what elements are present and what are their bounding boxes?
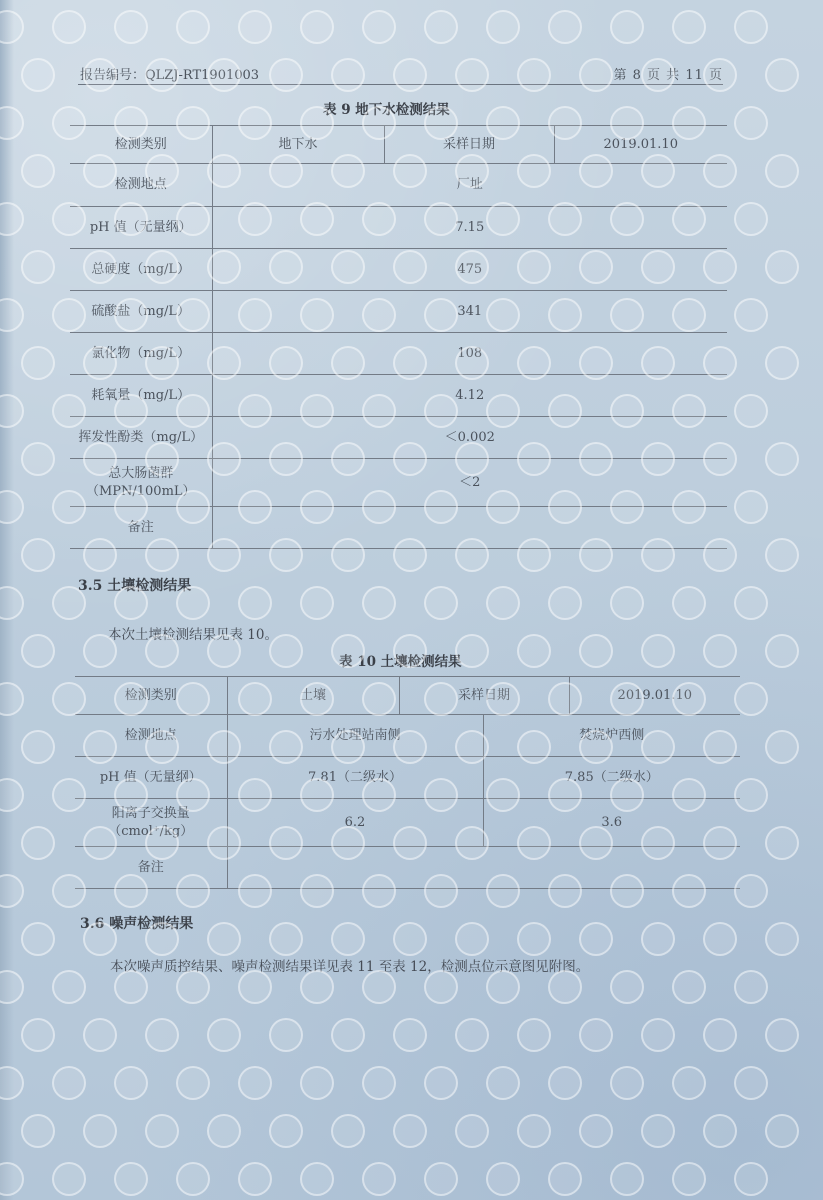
table9-groundwater-results: [70, 125, 727, 549]
watermark-seal-icon: [269, 922, 303, 956]
watermark-seal-icon: [765, 346, 799, 380]
watermark-seal-icon: [362, 586, 396, 620]
table-cell-label: 阳离子交换量 （cmol⁺/kg）: [75, 799, 227, 847]
watermark-seal-icon: [114, 1162, 148, 1196]
table-cell-value: 7.81（二级水）: [227, 757, 483, 799]
watermark-seal-icon: [641, 1114, 675, 1148]
watermark-seal-icon: [83, 1114, 117, 1148]
watermark-seal-icon: [21, 730, 55, 764]
watermark-seal-icon: [765, 1018, 799, 1052]
watermark-seal-icon: [672, 970, 706, 1004]
watermark-seal-icon: [517, 634, 551, 668]
table-cell-label: 检测类别: [70, 126, 212, 164]
watermark-seal-icon: [300, 970, 334, 1004]
watermark-seal-icon: [765, 634, 799, 668]
table-cell-label: 采样日期: [384, 126, 554, 164]
watermark-seal-icon: [176, 10, 210, 44]
watermark-seal-icon: [641, 922, 675, 956]
report-number: 报告编号：QLZJ-RT1901003: [80, 68, 260, 83]
watermark-seal-icon: [238, 970, 272, 1004]
watermark-seal-icon: [579, 1114, 613, 1148]
watermark-seal-icon: [52, 1162, 86, 1196]
table-cell-value: 污水处理站南侧: [227, 715, 483, 757]
table-row: [70, 207, 727, 249]
table-cell-label: 检测地点: [70, 164, 212, 207]
watermark-seal-icon: [765, 1114, 799, 1148]
watermark-seal-icon: [548, 586, 582, 620]
watermark-seal-icon: [52, 10, 86, 44]
watermark-seal-icon: [238, 586, 272, 620]
watermark-seal-icon: [486, 586, 520, 620]
watermark-seal-icon: [145, 1114, 179, 1148]
table-row: [70, 417, 727, 459]
table-cell-value: 3.6: [483, 799, 740, 847]
watermark-seal-icon: [734, 10, 768, 44]
watermark-seal-icon: [486, 1162, 520, 1196]
section-heading-noise: 3.6 噪声检测结果: [80, 916, 194, 932]
table-cell-value: 土壤: [227, 677, 399, 715]
watermark-seal-icon: [21, 826, 55, 860]
paragraph-noise: 本次噪声质控结果、噪声检测结果详见表 11 至表 12，检测点位示意图见附图。: [110, 959, 590, 975]
watermark-seal-icon: [52, 1066, 86, 1100]
watermark-seal-icon: [548, 970, 582, 1004]
table-row: [75, 715, 740, 757]
watermark-seal-icon: [486, 970, 520, 1004]
table9-title: 表 9 地下水检测结果: [323, 102, 450, 118]
table-cell-value: ＜2: [212, 459, 727, 507]
table-cell-value: 108: [212, 333, 727, 375]
watermark-seal-icon: [331, 1114, 365, 1148]
table-cell-label: 总硬度（mg/L）: [70, 249, 212, 291]
watermark-seal-icon: [610, 1162, 644, 1196]
watermark-seal-icon: [579, 922, 613, 956]
watermark-seal-icon: [486, 1066, 520, 1100]
watermark-seal-icon: [548, 1162, 582, 1196]
watermark-seal-icon: [83, 1018, 117, 1052]
paragraph-soil: 本次土壤检测结果见表 10。: [108, 627, 278, 643]
watermark-seal-icon: [734, 394, 768, 428]
watermark-seal-icon: [672, 586, 706, 620]
watermark-seal-icon: [734, 490, 768, 524]
watermark-seal-icon: [300, 586, 334, 620]
table-cell-value: 2019.01.10: [554, 126, 727, 164]
watermark-seal-icon: [207, 1114, 241, 1148]
table-row: [70, 459, 727, 507]
watermark-seal-icon: [734, 298, 768, 332]
watermark-seal-icon: [114, 10, 148, 44]
watermark-seal-icon: [517, 1114, 551, 1148]
watermark-seal-icon: [238, 1066, 272, 1100]
table-cell-label: 检测类别: [75, 677, 227, 715]
watermark-seal-icon: [672, 1066, 706, 1100]
watermark-seal-icon: [672, 10, 706, 44]
watermark-seal-icon: [548, 10, 582, 44]
watermark-seal-icon: [579, 634, 613, 668]
watermark-seal-icon: [734, 970, 768, 1004]
table-cell-value: 341: [212, 291, 727, 333]
watermark-seal-icon: [610, 970, 644, 1004]
watermark-seal-icon: [424, 970, 458, 1004]
watermark-seal-icon: [641, 1018, 675, 1052]
watermark-seal-icon: [765, 154, 799, 188]
table-row: [75, 677, 740, 715]
section-heading-soil: 3.5 土壤检测结果: [78, 578, 192, 594]
watermark-seal-icon: [455, 1114, 489, 1148]
table-row: [70, 164, 727, 207]
table-cell-value: 2019.01.10: [569, 677, 740, 715]
watermark-seal-icon: [393, 1114, 427, 1148]
table-cell-label: 检测地点: [75, 715, 227, 757]
watermark-seal-icon: [238, 10, 272, 44]
table-cell-label: 采样日期: [399, 677, 569, 715]
watermark-seal-icon: [424, 1162, 458, 1196]
watermark-seal-icon: [765, 826, 799, 860]
watermark-seal-icon: [21, 634, 55, 668]
watermark-seal-icon: [331, 1018, 365, 1052]
table-cell-value: 6.2: [227, 799, 483, 847]
watermark-seal-icon: [362, 1162, 396, 1196]
watermark-seal-icon: [517, 1018, 551, 1052]
watermark-seal-icon: [517, 922, 551, 956]
watermark-seal-icon: [393, 1018, 427, 1052]
table-cell-value: 厂址: [212, 164, 727, 207]
watermark-seal-icon: [703, 1018, 737, 1052]
watermark-seal-icon: [207, 1018, 241, 1052]
watermark-seal-icon: [21, 442, 55, 476]
table-cell-value: 7.85（二级水）: [483, 757, 740, 799]
table-cell-value: [227, 847, 740, 889]
watermark-seal-icon: [207, 922, 241, 956]
watermark-seal-icon: [734, 106, 768, 140]
table-cell-value: ＜0.002: [212, 417, 727, 459]
watermark-seal-icon: [455, 1018, 489, 1052]
table-cell-label: 备注: [75, 847, 227, 889]
table-row: [75, 757, 740, 799]
watermark-seal-icon: [765, 922, 799, 956]
watermark-seal-icon: [21, 1018, 55, 1052]
watermark-seal-icon: [424, 10, 458, 44]
page-number: 第 8 页 共 11 页: [613, 68, 723, 83]
table-cell-value: [212, 507, 727, 549]
watermark-seal-icon: [331, 922, 365, 956]
table-cell-label: pH 值（无量纲）: [75, 757, 227, 799]
table10-title: 表 10 土壤检测结果: [339, 654, 462, 670]
table-cell-label: 挥发性酚类（mg/L）: [70, 417, 212, 459]
watermark-seal-icon: [300, 1066, 334, 1100]
watermark-seal-icon: [610, 1066, 644, 1100]
table-row: [75, 847, 740, 889]
watermark-seal-icon: [176, 1162, 210, 1196]
watermark-seal-icon: [734, 1066, 768, 1100]
watermark-seal-icon: [672, 1162, 706, 1196]
table-cell-value: 7.15: [212, 207, 727, 249]
table-cell-label: 备注: [70, 507, 212, 549]
watermark-seal-icon: [114, 970, 148, 1004]
watermark-seal-icon: [610, 10, 644, 44]
watermark-seal-icon: [486, 10, 520, 44]
watermark-seal-icon: [765, 250, 799, 284]
watermark-seal-icon: [300, 1162, 334, 1196]
watermark-seal-icon: [424, 586, 458, 620]
watermark-seal-icon: [21, 346, 55, 380]
watermark-seal-icon: [703, 1114, 737, 1148]
table-cell-label: 硫酸盐（mg/L）: [70, 291, 212, 333]
watermark-seal-icon: [610, 586, 644, 620]
table-cell-value: 4.12: [212, 375, 727, 417]
watermark-seal-icon: [641, 634, 675, 668]
watermark-seal-icon: [455, 922, 489, 956]
table-cell-label: 耗氧量（mg/L）: [70, 375, 212, 417]
watermark-seal-icon: [21, 250, 55, 284]
table-cell-value: 焚烧炉西侧: [483, 715, 740, 757]
watermark-seal-icon: [145, 1018, 179, 1052]
watermark-seal-icon: [238, 1162, 272, 1196]
watermark-seal-icon: [765, 538, 799, 572]
watermark-seal-icon: [765, 442, 799, 476]
watermark-seal-icon: [21, 1114, 55, 1148]
watermark-seal-icon: [300, 10, 334, 44]
table-cell-value: 地下水: [212, 126, 384, 164]
watermark-seal-icon: [52, 970, 86, 1004]
watermark-seal-icon: [734, 202, 768, 236]
watermark-seal-icon: [579, 1018, 613, 1052]
watermark-seal-icon: [362, 970, 396, 1004]
watermark-seal-icon: [703, 634, 737, 668]
watermark-seal-icon: [269, 1018, 303, 1052]
watermark-seal-icon: [734, 1162, 768, 1196]
table-cell-label: 总大肠菌群 （MPN/100mL）: [70, 459, 212, 507]
watermark-seal-icon: [734, 586, 768, 620]
watermark-seal-icon: [765, 58, 799, 92]
page-edge-shadow: [0, 0, 14, 1200]
table-cell-label: 氯化物（mg/L）: [70, 333, 212, 375]
watermark-seal-icon: [114, 1066, 148, 1100]
watermark-seal-icon: [393, 922, 427, 956]
table-row: [70, 375, 727, 417]
table-row: [70, 291, 727, 333]
watermark-seal-icon: [21, 538, 55, 572]
table-row: [70, 333, 727, 375]
watermark-seal-icon: [424, 1066, 458, 1100]
table-cell-label: pH 值（无量纲）: [70, 207, 212, 249]
watermark-seal-icon: [548, 1066, 582, 1100]
table10-soil-results: [75, 676, 740, 889]
watermark-seal-icon: [176, 1066, 210, 1100]
watermark-seal-icon: [21, 58, 55, 92]
watermark-seal-icon: [176, 970, 210, 1004]
watermark-seal-icon: [362, 1066, 396, 1100]
table-row: [70, 249, 727, 291]
table-cell-value: 475: [212, 249, 727, 291]
watermark-seal-icon: [21, 922, 55, 956]
table-row: [70, 126, 727, 164]
watermark-seal-icon: [21, 154, 55, 188]
page-header: [78, 62, 723, 85]
table-row: [75, 799, 740, 847]
watermark-seal-icon: [362, 10, 396, 44]
watermark-seal-icon: [765, 730, 799, 764]
watermark-seal-icon: [703, 922, 737, 956]
watermark-seal-icon: [269, 1114, 303, 1148]
table-row: [70, 507, 727, 549]
